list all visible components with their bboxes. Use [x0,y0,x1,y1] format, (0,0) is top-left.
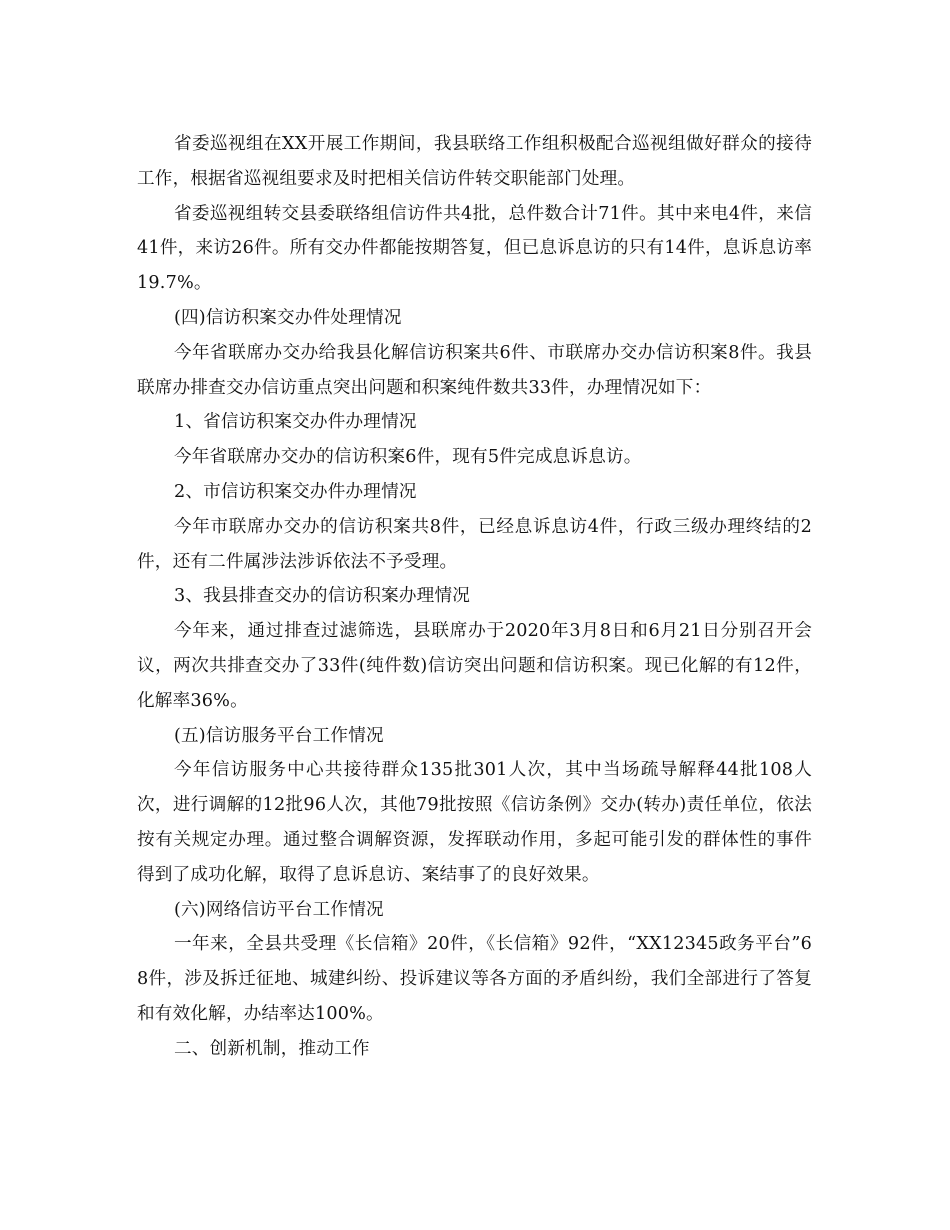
paragraph: 今年省联席办交办的信访积案6件，现有5件完成息诉息访。 [173,447,642,468]
section-heading: 二、创新机制，推动工作 [173,1038,370,1059]
section-heading: (六)网络信访平台工作情况 [173,899,384,920]
paragraph: 省委巡视组在XX开展工作期间，我县联络工作组积极配合巡视组做好群众的接待工作，根据省巡视组要求及时把相关信访件转交职能部门处理。 [137,134,812,189]
paragraph: 今年信访服务中心共接待群众135批301人次，其中当场疏导解释44批108人次，进行调解的12批96人次，其他79批按照《信访条例》交办(转办)责任单位，依法按有关规定办理。通过整合调解资源，发挥联动作用，多起可能引发的群体性的事件得到了成功化解，取得了息诉息访、案结事了的良好效果。 [137,760,812,885]
paragraph: 今年来，通过排查过滤筛选，县联席办于2020年3月8日和6月21日分别召开会议，两次共排查交办了33件(纯件数)信访突出问题和信访积案。现已化解的有12件，化解率36%。 [137,621,812,711]
paragraph: 省委巡视组转交县委联络组信访件共4批，总件数合计71件。其中来电4件，来信41件，来访26件。所有交办件都能按期答复，但已息诉息访的只有14件，息诉息访率19.7%。 [137,203,812,294]
paragraph: 今年省联席办交办给我县化解信访积案共6件、市联席办交办信访积案8件。我县联席办排查交办信访重点突出问题和积案纯件数共33件，办理情况如下： [137,342,812,398]
section-heading: (五)信访服务平台工作情况 [173,725,384,746]
subsection-heading: 1、省信访积案交办件办理情况 [173,412,417,433]
paragraph: 一年来，全县共受理《长信箱》20件，《长信箱》92件，“XX12345政务平台”68件，涉及拆迁征地、城建纠纷、投诉建议等各方面的矛盾纠纷，我们全部进行了答复和有效化解，办结率达100%。 [137,934,812,1024]
subsection-heading: 2、市信访积案交办件办理情况 [173,481,417,502]
subsection-heading: 3、我县排查交办的信访积案办理情况 [173,586,471,607]
document-body [137,127,812,1067]
paragraph: 今年市联席办交办的信访积案共8件，已经息诉息访4件，行政三级办理终结的2件，还有二件属涉法涉诉依法不予受理。 [137,516,812,572]
section-heading: (四)信访积案交办件处理情况 [173,307,402,328]
